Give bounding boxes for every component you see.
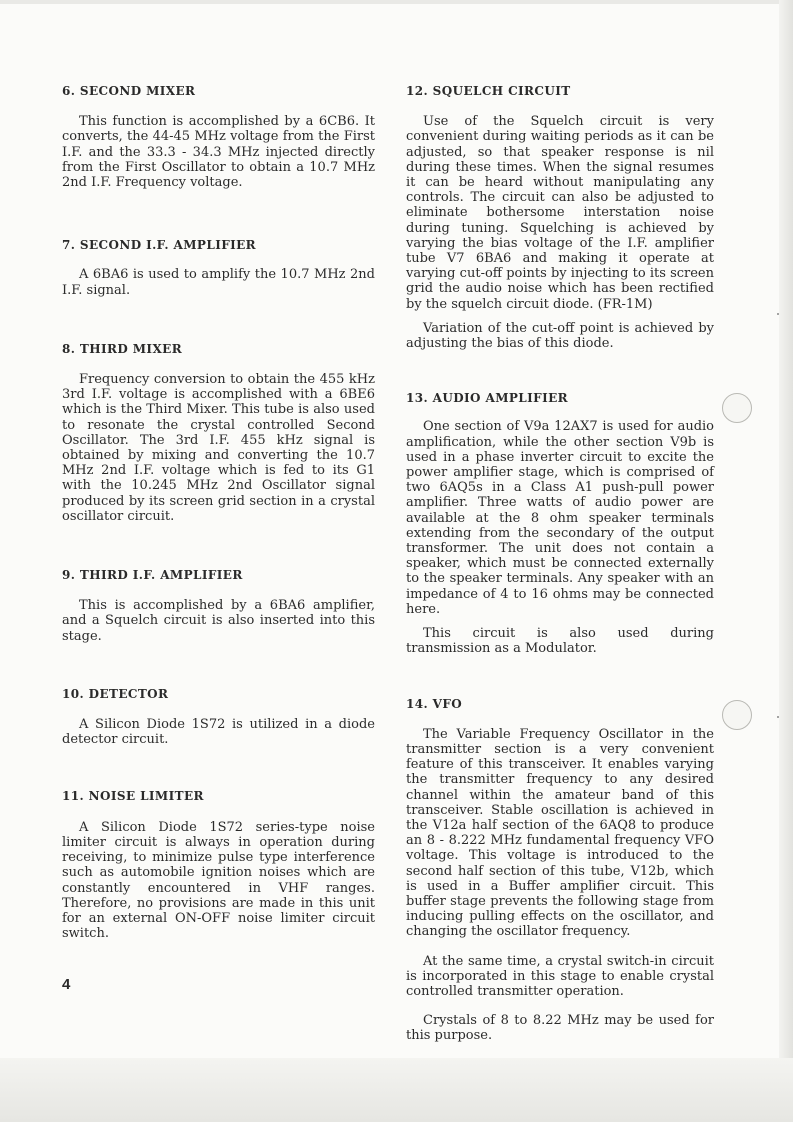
- section-vfo: [406, 697, 714, 1044]
- section-paragraph: A Silicon Diode 1S72 is utilized in a diode detector circuit.: [62, 717, 375, 748]
- page-top-edge: [0, 0, 793, 4]
- section-paragraph: One section of V9a 12AX7 is used for audio amplification, while the other section V9b is used in a phase inverter circuit to excite the power amplifier stage, which is comprised of two 6AQ5s in a Class A1 push-pull power amplifier. Three watts of audio power are available at the 8 ohm speaker terminals extending from the secondary of the output transformer. The unit does not contain a speaker, which must be connected externally to the speaker terminals. Any speaker with an impedance of 4 to 16 ohms may be connected here.: [406, 419, 714, 617]
- section-heading: 9. THIRD I.F. AMPLIFIER: [62, 568, 243, 583]
- section-third-if-amplifier: [62, 568, 375, 644]
- section-paragraph: A Silicon Diode 1S72 series-type noise limiter circuit is always in operation during receiving, to minimize pulse type interference such as automobile ignition noises which are constantly encountered in VHF ranges. Therefore, no provisions are made in this unit for an external ON-OFF noise limiter circuit switch.: [62, 819, 375, 942]
- section-paragraph: This function is accomplished by a 6CB6. It converts, the 44-45 MHz voltage from the First I.F. and the 33.3 - 34.3 MHz injected directly from the First Oscillator to obtain a 10.7 MHz 2nd I.F. Frequency voltage.: [62, 114, 375, 191]
- section-audio-amplifier: [406, 391, 714, 656]
- section-second-mixer: [62, 84, 375, 190]
- section-heading: 10. DETECTOR: [62, 686, 169, 701]
- binder-hole-bottom: [722, 700, 752, 730]
- section-paragraph: This is accomplished by a 6BA6 amplifier, and a Squelch circuit is also inserted into this stage.: [62, 598, 375, 644]
- section-noise-limiter: [62, 789, 375, 941]
- section-paragraph: Variation of the cut-off point is achieved by adjusting the bias of this diode.: [406, 320, 714, 352]
- section-paragraph: A 6BA6 is used to amplify the 10.7 MHz 2nd I.F. signal.: [62, 267, 375, 298]
- page-number: 4: [62, 976, 71, 993]
- section-detector: [62, 687, 375, 748]
- section-heading: 11. NOISE LIMITER: [62, 789, 204, 804]
- right-column: [406, 84, 714, 1044]
- section-third-mixer: [62, 342, 375, 524]
- section-squelch-circuit: [406, 84, 714, 351]
- section-paragraph: Frequency conversion to obtain the 455 kHz 3rd I.F. voltage is accomplished with a 6BE6 which is the Third Mixer. This tube is also used to resonate the crystal controlled Second Oscillator. The 3rd I.F. 455 kHz signal is obtained by mixing and converting the 10.7 MHz 2nd I.F. voltage which is fed to its G1 with the 10.245 MHz 2nd Oscillator signal produced by its screen grid section in a crystal oscillator circuit.: [62, 372, 375, 524]
- section-paragraph: At the same time, a crystal switch-in circuit is incorporated in this stage to enable crystal controlled transmitter operation.: [406, 953, 714, 999]
- binder-hole-top: [722, 393, 752, 423]
- page-right-edge: [779, 0, 793, 1122]
- section-heading: 8. THIRD MIXER: [62, 341, 183, 356]
- section-heading: 13. AUDIO AMPLIFIER: [406, 391, 569, 406]
- page-bottom-shadow: [0, 1058, 793, 1122]
- left-column: [62, 84, 375, 941]
- page-speck: [777, 313, 779, 315]
- page-speck: [777, 716, 779, 718]
- section-heading: 7. SECOND I.F. AMPLIFIER: [62, 238, 257, 253]
- section-paragraph: The Variable Frequency Oscillator in the transmitter section is a very convenient feature of this transceiver. It enables varying the transmitter frequency to any desired channel within the amateur band of this transceiver. Stable oscillation is achieved in the V12a half section of the 6AQ8 to produce an 8 - 8.222 MHz fundamental frequency VFO voltage. This voltage is introduced to the second half section of this tube, V12b, which is used in a Buffer amplifier circuit. This buffer stage prevents the following stage from inducing pulling effects on the oscillator, and changing the oscillator frequency.: [406, 726, 714, 940]
- section-paragraph: This circuit is also used during transmission as a Modulator.: [406, 626, 714, 657]
- section-heading: 12. SQUELCH CIRCUIT: [406, 84, 571, 98]
- section-paragraph: Use of the Squelch circuit is very convenient during waiting periods as it can be adjusted, so that speaker response is nil during these times. When the signal resumes it can be heard without manipulating any controls. The circuit can also be adjusted to eliminate bothersome interstation noise during tuning. Squelching is achieved by varying the bias voltage of the I.F. amplifier tube V7 6BA6 and making it operate at varying cut-off points by injecting to its screen grid the audio noise which has been rectified by the squelch circuit diode. (FR-1M): [406, 114, 714, 312]
- section-paragraph: Crystals of 8 to 8.22 MHz may be used for this purpose.: [406, 1013, 714, 1044]
- section-second-if-amplifier: [62, 238, 375, 298]
- section-heading: 14. VFO: [406, 696, 463, 711]
- section-heading: 6. SECOND MIXER: [62, 84, 196, 98]
